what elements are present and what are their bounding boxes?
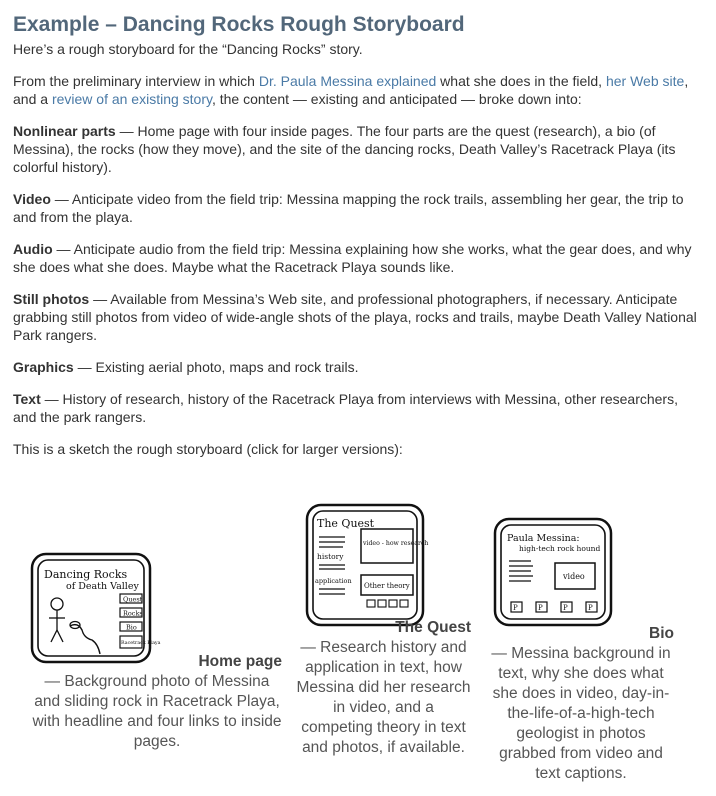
item-label: Still photos bbox=[13, 291, 90, 307]
para-text-4: , the content — existing and anticipated — broke down into: bbox=[211, 91, 582, 107]
messina-interview-link[interactable]: Dr. Paula Messina explained bbox=[258, 73, 437, 89]
item-label: Nonlinear parts bbox=[13, 123, 116, 139]
sketch-video-label: video - how research bbox=[363, 540, 429, 547]
sketch-link-playa: Racetrack Playa bbox=[121, 641, 161, 646]
sketch-photo-4: P bbox=[588, 604, 593, 612]
item-audio bbox=[13, 240, 703, 276]
para-text-1: From the preliminary interview in which bbox=[13, 73, 259, 89]
sketch-photo-2: P bbox=[538, 604, 543, 612]
quest-sketch bbox=[305, 503, 427, 629]
caption-text: — Background photo of Messina and sliding rock in Racetrack Playa, with headline and four links to inside pages. bbox=[32, 673, 282, 750]
item-label: Text bbox=[13, 391, 41, 407]
caption-label: The Quest bbox=[395, 619, 471, 636]
sketch-photo-3: P bbox=[563, 604, 568, 612]
home-page-sketch bbox=[30, 552, 161, 666]
bio-caption bbox=[488, 624, 674, 784]
caption-text: — Research history and application in text, how Messina did her research in video, and a competing theory in text and photos, if available. bbox=[296, 639, 471, 756]
sketch-intro: This is a sketch the rough storyboard (click for larger versions): bbox=[13, 441, 403, 457]
sketch-title: The Quest bbox=[317, 517, 375, 530]
para-text-2: what she does in the field, bbox=[436, 73, 606, 89]
caption-label: Bio bbox=[649, 625, 674, 642]
sketch-application: application bbox=[315, 577, 352, 585]
content-paragraph bbox=[13, 72, 703, 108]
quest-caption bbox=[296, 618, 471, 758]
para-text-3: , and a bbox=[13, 73, 689, 107]
sketch-subtitle: high-tech rock hound bbox=[519, 544, 601, 553]
page-title: Example – Dancing Rocks Rough Storyboard bbox=[13, 13, 465, 36]
intro-text: Here’s a rough storyboard for the “Dancing Rocks” story. bbox=[13, 41, 363, 57]
item-text: — Anticipate video from the field trip: Messina mapping the rock trails, assembling her gear, the trip to and from the playa. bbox=[13, 191, 684, 225]
item-still-photos bbox=[13, 290, 703, 344]
bio-sketch-link[interactable] bbox=[493, 517, 614, 634]
review-link[interactable]: review of an existing story bbox=[51, 91, 212, 107]
sketch-theory-label: Other theory bbox=[364, 582, 410, 590]
sketch-link-quest: Quest bbox=[123, 595, 143, 604]
item-video bbox=[13, 190, 703, 226]
web-site-link[interactable]: her Web site bbox=[605, 73, 685, 89]
caption-label: Home page bbox=[198, 653, 282, 670]
home-page-caption bbox=[30, 652, 284, 752]
item-text: — Existing aerial photo, maps and rock trails. bbox=[73, 359, 359, 375]
sketch-title: Dancing Rocks bbox=[44, 568, 128, 581]
bio-sketch bbox=[493, 517, 614, 629]
item-label: Video bbox=[13, 191, 51, 207]
item-text: — History of research, history of the Racetrack Playa from interviews with Messina, other researchers, and the park rangers. bbox=[13, 391, 678, 425]
item-text: — Anticipate audio from the field trip: Messina explaining how she works, what the gear does, and why she does what she does. Maybe what the Racetrack Playa sounds like. bbox=[13, 241, 692, 275]
item-nonlinear bbox=[13, 122, 703, 176]
sketch-history: history bbox=[317, 552, 344, 561]
item-label: Graphics bbox=[13, 359, 74, 375]
sketch-subtitle: of Death Valley bbox=[66, 581, 139, 592]
item-label: Audio bbox=[13, 241, 53, 257]
item-text: — Available from Messina’s Web site, and professional photographers, if necessary. Anticipate grabbing still photos from video of wide-angle shots of the playa, rocks and trails, maybe Death Valley National Park rangers. bbox=[13, 291, 697, 343]
article bbox=[13, 12, 703, 458]
sketch-photo-1: P bbox=[513, 604, 518, 612]
quest-sketch-link[interactable] bbox=[305, 503, 427, 634]
sketch-video-label: video bbox=[563, 572, 585, 581]
sketch-link-rocks: Rocks bbox=[123, 609, 143, 618]
item-graphics bbox=[13, 358, 703, 376]
sketch-title: Paula Messina: bbox=[507, 533, 580, 544]
caption-text: — Messina background in text, why she does what she does in video, day-in-the-life-of-a-high-tech geologist in photos grabbed from video and text captions. bbox=[491, 645, 671, 782]
item-text: — Home page with four inside pages. The four parts are the quest (research), a bio (of Messina), the rocks (how they move), and the site of the dancing rocks, Death Valley’s Racetrack Playa (its colorful history). bbox=[13, 123, 676, 175]
sketch-link-bio: Bio bbox=[126, 623, 137, 632]
item-text bbox=[13, 390, 703, 426]
